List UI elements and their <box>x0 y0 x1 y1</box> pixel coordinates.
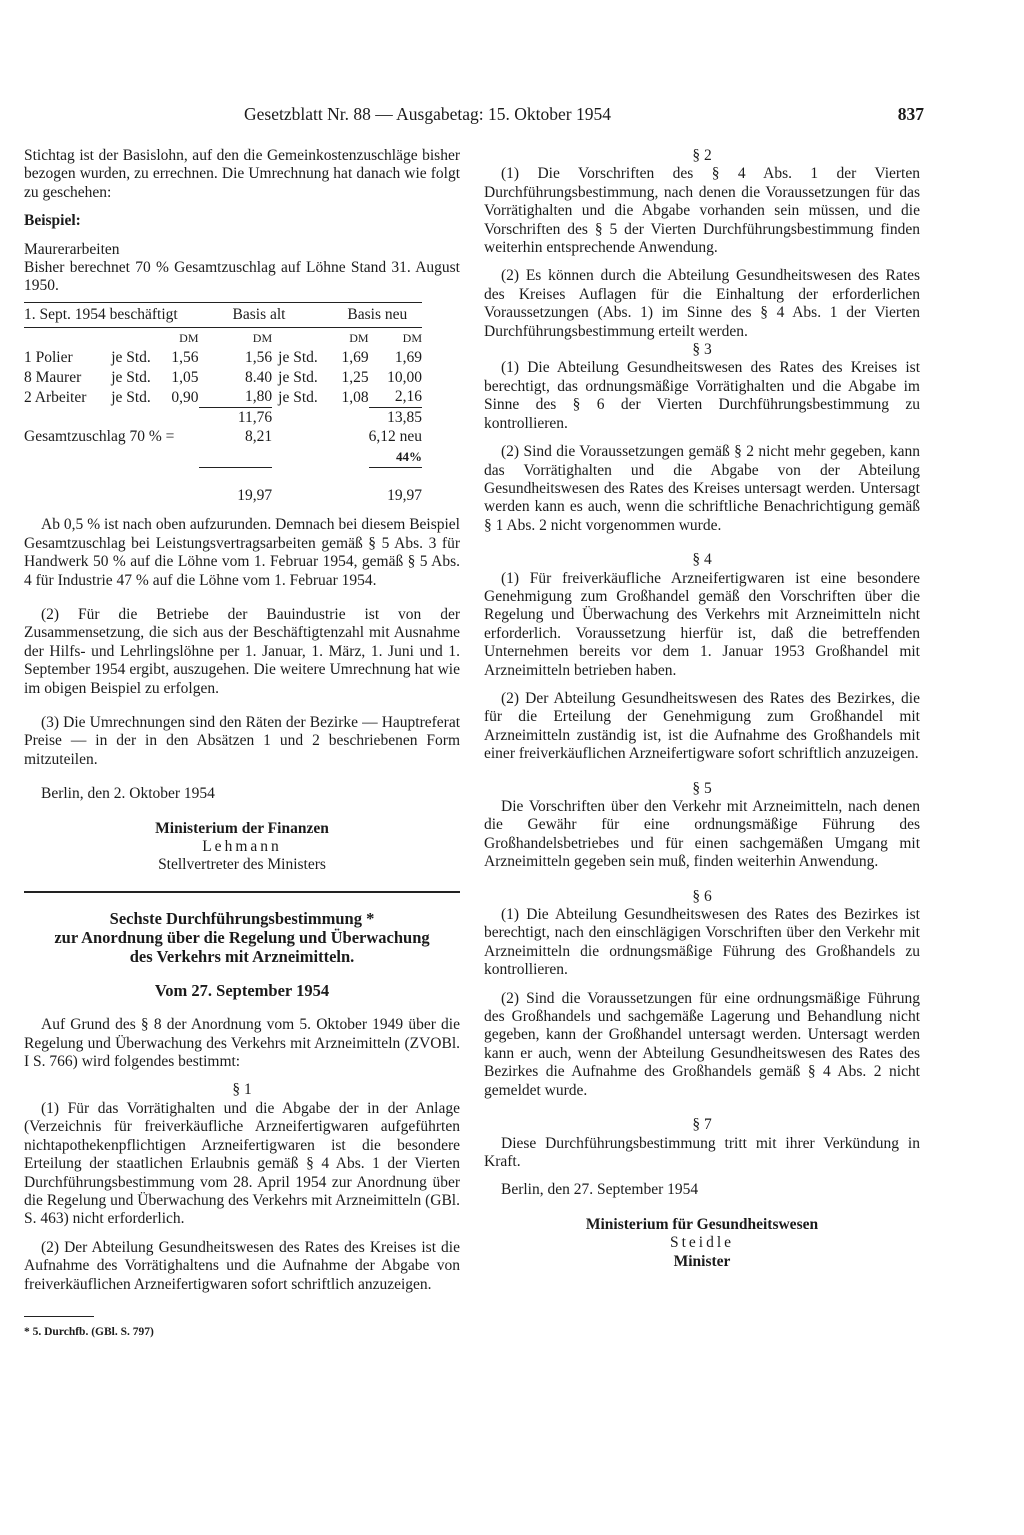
decree-title <box>24 909 460 966</box>
beispiel-line-2: Bisher berechnet 70 % Gesamtzuschlag auf Löhne Stand 31. August 1950. <box>24 259 460 295</box>
total-row <box>24 487 422 507</box>
section-5-paragraph-1: Die Vorschriften über den Verkehr mit Arzneimitteln, nach denen die Gewähr für eine ordnungsmäßige Führung des Großhandelsbetriebes und für einen sachgemäßen Umgang mit Arzneimitteln gegeben sein muß, finden weiterhin Anwendung. <box>484 798 920 871</box>
table-cell: je Std. <box>278 388 318 406</box>
section-2-heading: § 2 <box>692 147 712 164</box>
footnote-rule <box>24 1316 94 1317</box>
ministry-name: Ministerium für Gesundheitswesen <box>585 1215 819 1233</box>
total-alt: 19,97 <box>237 487 273 505</box>
section-1-heading: § 1 <box>232 1081 252 1099</box>
section-5-heading: § 5 <box>692 779 712 797</box>
table-cell: je Std. <box>278 368 318 386</box>
table-header-cell: 1. Sept. 1954 beschäftigt <box>24 302 199 327</box>
section-3-heading: § 3 <box>692 341 712 359</box>
table-header-row <box>24 302 422 327</box>
table-cell: 10,00 <box>387 368 422 386</box>
table-cell: 1,56 <box>245 349 273 367</box>
ministry-name: Ministerium der Finanzen <box>155 819 329 837</box>
zuschlag-neu-percent: 44% <box>396 448 422 464</box>
zuschlag-neu: 6,12 neu <box>368 428 422 446</box>
table-header-cell: Basis neu <box>329 302 422 327</box>
section-3-paragraph-2: (2) Sind die Voraussetzungen gemäß § 2 nicht mehr gegeben, kann das Vorrätighalten und die Abgabe von der Abteilung Gesundheitswesen des Rates des Kreises untersagt werden. Untersagt werden kann es auch, wenn die schriftliche Benachrichtigung gemäß § 1 Abs. 2 nicht vorgenommen wurde. <box>484 443 920 534</box>
total-rule-row <box>24 467 422 487</box>
section-4-paragraph-2: (2) Der Abteilung Gesundheitswesen des Rates des Bezirkes, die für die Erteilung der Genehmigung zum Großhandel mit Arzneimitteln zuständig ist, ist die Aufnahme des Großhandels mit einer freiverkäuflichen Arzneifertigware sofort schriftlich anzuzeigen. <box>484 689 920 763</box>
paragraph-3: (3) Die Umrechnungen sind den Räten der Bezirke — Hauptreferat Preise — in der in den Absätzen 1 und 2 beschriebenen Form mitzuteilen. <box>24 714 460 768</box>
table-cell: 8 Maurer <box>24 368 82 386</box>
table-cell: 1,08 <box>341 388 369 406</box>
table-cell: je Std. <box>278 349 318 367</box>
section-7-heading: § 7 <box>692 1116 712 1134</box>
zuschlag-neu-note: neu <box>399 428 422 446</box>
signer-name: Lehmann <box>202 838 282 856</box>
section-6-paragraph-1: (1) Die Abteilung Gesundheitswesen des Rates des Bezirkes ist berechtigt, nach den einschlägigen Vorschriften über den Verkehr mit Arzneimitteln die ordnungsmäßige Führung des Großhandels zu kontrollieren. <box>484 906 920 979</box>
table-cell: je Std. <box>111 349 151 367</box>
table-header-cell: Basis alt <box>199 302 330 327</box>
table-cell: 1,69 <box>341 349 369 367</box>
paragraph-2: (2) Für die Betriebe der Bauindustrie ist von der Zusammensetzung, die sich aus der Beschäftigtenzahl mit Ausnahme der Hilfs- und Lehrlingslöhne per 1. Januar, 1. März, 1. Juni und 1. September 1954 ergibt, auszugehen. Die weitere Umrechnung hat wie im obigen Beispiel zu erfolgen. <box>24 605 460 697</box>
section-7-paragraph-1: Diese Durchführungsbestimmung tritt mit ihrer Verkündung in Kraft. <box>484 1134 920 1170</box>
table-cell: 2 Arbeiter <box>24 388 87 406</box>
section-2-paragraph-2: (2) Es können durch die Abteilung Gesundheitswesen des Rates des Kreises Auflagen für die Einhaltung der erforderlichen Voraussetzungen (Abs. 1) im Sinne des § 4 Abs. 1 der Vierten Durchführungsbestimmung erteilt werden. <box>484 267 920 340</box>
table-cell: 1,69 <box>394 349 422 367</box>
table-cell: 1 Polier <box>24 349 73 367</box>
preamble: Auf Grund des § 8 der Anordnung vom 5. Oktober 1949 über die Regelung und Überwachung des Verkehrs mit Arzneimitteln (ZVOBl. I S. 766) wird folgendes bestimmt: <box>24 1016 460 1071</box>
calculation-table <box>24 302 422 507</box>
section-6-paragraph-2: (2) Sind die Voraussetzungen für eine ordnungsmäßige Führung des Großhandels und sachgemäße Lagerung und Behandlung nicht gegeben, kann der Großhandel untersagt werden. Untersagt werden kann er auch, wenn der Abteilung Gesundheitswesen des Rates des Bezirkes die Aufnahme des Großhandels gemäß § 4 Abs. 2 nicht gemeldet wurde. <box>484 989 920 1099</box>
table-cell: 8.40 <box>245 368 273 386</box>
place-date: Berlin, den 2. Oktober 1954 <box>41 785 215 803</box>
section-4-paragraph-1: (1) Für freiverkäufliche Arzneifertigwaren ist eine besondere Genehmigung zum Großhandel gemäß den Vorschriften über die Regelung und Überwachung des Verkehrs mit Arzneimitteln nicht erforderlich. Voraussetzung hierfür ist, daß die betreffenden Unternehmen bereits vor dem 1. Januar 1953 Großhandel mit Arzneimitteln betrieben haben. <box>484 569 920 679</box>
table-cell: 1,80 <box>199 388 273 408</box>
section-2-paragraph-1: (1) Die Vorschriften des § 4 Abs. 1 der Vierten Durchführungsbestimmung, nach denen die Voraussetzungen für das Vorrätighalten und die Abgabe vorhanden sein müssen, und die Vorschriften des § 5 der Vierten Durchführungsbestimmung finden weiterhin entsprechende Anwendung. <box>484 165 920 257</box>
zuschlag-percent-row <box>24 447 422 467</box>
decree-title-line-1: Sechste Durchführungsbestimmung * <box>109 908 375 928</box>
table-row <box>24 349 422 369</box>
section-1-paragraph-2: (2) Der Abteilung Gesundheitswesen des Rates des Kreises ist die Aufnahme des Vorrätighaltens und die Aufnahme der Abgabe von freiverkäuflichen Arzneifertigwaren sofort schriftlich anzuzeigen. <box>24 1238 460 1293</box>
table-cell: 1,25 <box>341 368 369 386</box>
subtotal-row <box>24 408 422 428</box>
unit-label: DM <box>179 331 199 346</box>
header-title: Gesetzblatt Nr. 88 — Ausgabetag: 15. Oktober 1954 <box>244 104 611 124</box>
footnote: * 5. Durchfb. (GBl. S. 797) <box>24 1325 154 1338</box>
table-cell: je Std. <box>111 388 151 406</box>
section-1-paragraph-1: (1) Für das Vorrätighalten und die Abgabe der in der Anlage (Verzeichnis für freiverkäufliche Arzneifertigwaren aufgeführten nichtapothekenpflichtigen Arzneifertigwaren ist die besondere Erteilung der staatlichen Erlaubnis gemäß § 4 Abs. 1 der Vierten Durchführungsbestimmung vom 28. April 1954 zur Anordnung über die Regelung und Überwachung des Verkehrs mit Arzneimitteln (GBl. S. 463) nicht erforderlich. <box>24 1099 460 1228</box>
zuschlag-row <box>24 428 422 448</box>
section-6-heading: § 6 <box>692 887 712 905</box>
rounding-paragraph: Ab 0,5 % ist nach oben aufzurunden. Demnach bei diesem Beispiel Gesamtzuschlag bei Leistungsvertragsarbeiten gemäß § 5 Abs. 3 für Handwerk 50 % auf die Löhne vom 1. Februar 1954, gemäß § 5 Abs. 4 für Industrie 47 % auf die Löhne vom 1. Februar 1954. <box>24 516 460 589</box>
section-divider <box>24 891 460 893</box>
right-column <box>484 147 920 1271</box>
decree-title-line-2: zur Anordnung über die Regelung und Überwachung des Verkehrs mit Arzneimitteln. <box>54 927 430 966</box>
page-number: 837 <box>897 104 924 124</box>
unit-label: DM <box>252 331 273 346</box>
table-cell: 1,05 <box>171 368 199 386</box>
section-3-paragraph-1: (1) Die Abteilung Gesundheitswesen des Rates des Kreises ist berechtigt, das ordnungsmäßige Vorrätighalten und die Abgabe im Sinne des § 6 der Vierten Durchführungsbestimmung zu kontrollieren. <box>484 359 920 432</box>
decree-date: Vom 27. September 1954 <box>154 980 330 1000</box>
place-date: Berlin, den 27. September 1954 <box>501 1181 699 1199</box>
table-cell: 2,16 <box>369 388 422 408</box>
table-row <box>24 388 422 408</box>
table-cell: je Std. <box>111 368 151 386</box>
zuschlag-alt: 8,21 <box>245 428 273 446</box>
intro-paragraph: Stichtag ist der Basislohn, auf den die Gemeinkostenzuschläge bisher bezogen wurden, zu errechnen. Die Umrechnung hat danach wie folgt zu geschehen: <box>24 147 460 201</box>
total-neu: 19,97 <box>387 487 422 505</box>
subtotal-neu: 13,85 <box>387 408 422 426</box>
beispiel-label: Beispiel: <box>24 212 81 230</box>
table-cell: 1,56 <box>171 349 199 367</box>
signer-role: Stellvertreter des Ministers <box>158 856 326 874</box>
table-cell: 0,90 <box>171 388 199 406</box>
beispiel-line-1: Maurerarbeiten <box>24 240 120 258</box>
zuschlag-label: Gesamtzuschlag 70 % = <box>24 428 175 446</box>
left-column <box>24 147 460 1341</box>
signer-role: Minister <box>673 1252 731 1270</box>
unit-label: DM <box>402 331 422 346</box>
unit-label: DM <box>349 331 369 346</box>
subtotal-alt: 11,76 <box>237 408 273 426</box>
section-4-heading: § 4 <box>692 551 712 569</box>
signer-name: Steidle <box>669 1234 735 1252</box>
table-units-row <box>24 327 422 349</box>
table-row <box>24 368 422 388</box>
